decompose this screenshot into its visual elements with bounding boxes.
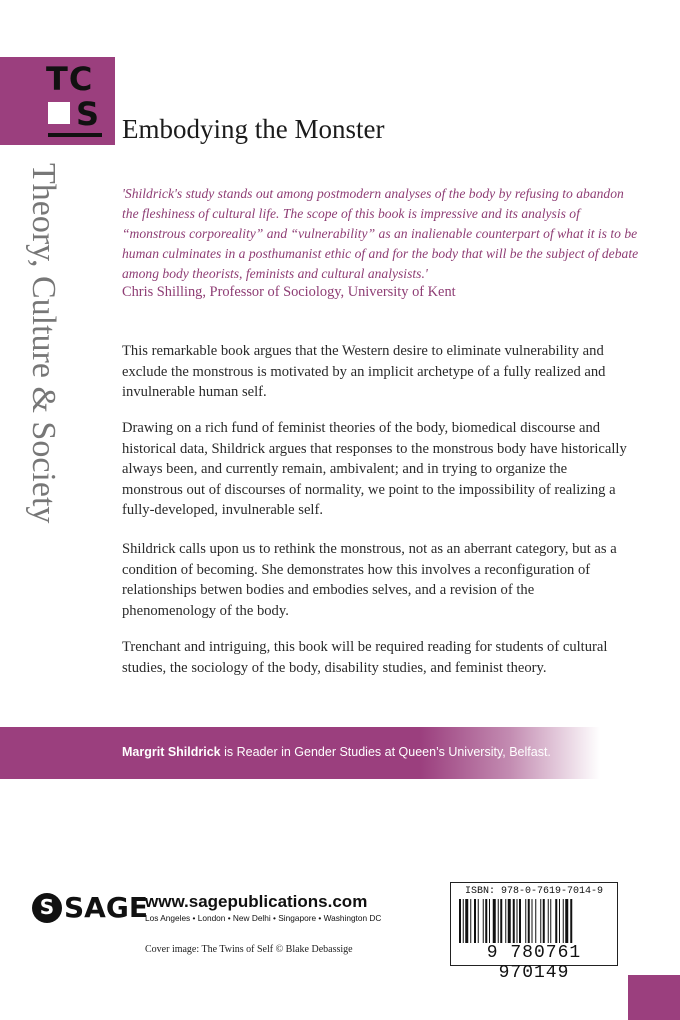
author-name: Margrit Shildrick xyxy=(122,745,221,759)
sage-circle-icon: S xyxy=(32,893,62,923)
barcode xyxy=(450,882,618,983)
isbn-label: ISBN: 978-0-7619-7014-9 xyxy=(464,886,604,897)
series-name: Theory, Culture & Society xyxy=(25,163,62,524)
sage-logo xyxy=(32,891,148,925)
author-description: is Reader in Gender Studies at Queen’s University, Belfast. xyxy=(220,745,551,759)
cover-credit: Cover image: The Twins of Self © Blake Debassige xyxy=(145,944,353,955)
logo-square-icon xyxy=(48,102,70,124)
logo-rule xyxy=(48,133,102,137)
publisher-url: www.sagepublications.com xyxy=(145,892,368,911)
endorsement-attribution: Chris Shilling, Professor of Sociology, University of Kent xyxy=(122,284,456,300)
author-bio xyxy=(122,745,551,759)
publisher-cities: Los Angeles • London • New Delhi • Singapore • Washington DC xyxy=(145,913,382,923)
series-logo-top: TC xyxy=(46,60,94,98)
barcode-bars-icon xyxy=(459,899,609,943)
description-paragraph-1: This remarkable book argues that the Western desire to eliminate vulnerability and exclude the monstrous is motivated by an implicit archetype of a fully realized and invulnerable human self. xyxy=(122,343,606,400)
book-title: Embodying the Monster xyxy=(122,114,385,144)
description-paragraph-4: Trenchant and intriguing, this book will be required reading for students of cultural studies, the sociology of the body, disability studies, and feminist theory. xyxy=(122,639,608,676)
barcode-number: 9 780761 970149 xyxy=(486,943,582,983)
description-paragraph-2: Drawing on a rich fund of feminist theories of the body, biomedical discourse and historical data, Shildrick argues that responses to the monstrous body have historically always been, and currently remain, ambivalent; and in trying to organize the monstrous out of discourses of normality, we point to the impossibility of realizing a fully-developed, invulnerable self. xyxy=(122,420,627,518)
sage-wordmark: SAGE xyxy=(64,891,148,924)
author-band xyxy=(0,727,600,779)
series-logo-bottom: S xyxy=(76,95,100,133)
corner-accent-block xyxy=(628,975,680,1020)
description-paragraph-3: Shildrick calls upon us to rethink the monstrous, not as an aberrant category, but as a condition of becoming. She demonstrates how this involves a reconfiguration of relationships betwen bodies and embodies selves, and a revision of the phenomenology of the body. xyxy=(122,541,617,619)
endorsement-quote: 'Shildrick's study stands out among postmodern analyses of the body by refusing to abandon the fleshiness of cultural life. The scope of this book is impressive and its analysis of “monstrous corporeality” and “vulnerability” as an inalienable counterpart of what it is to be human culminates in a posthumanist ethic of and for the body that will be the subject of debate among body theorists, feminists and cultural analysists.' xyxy=(122,186,639,281)
series-logo xyxy=(0,57,115,145)
